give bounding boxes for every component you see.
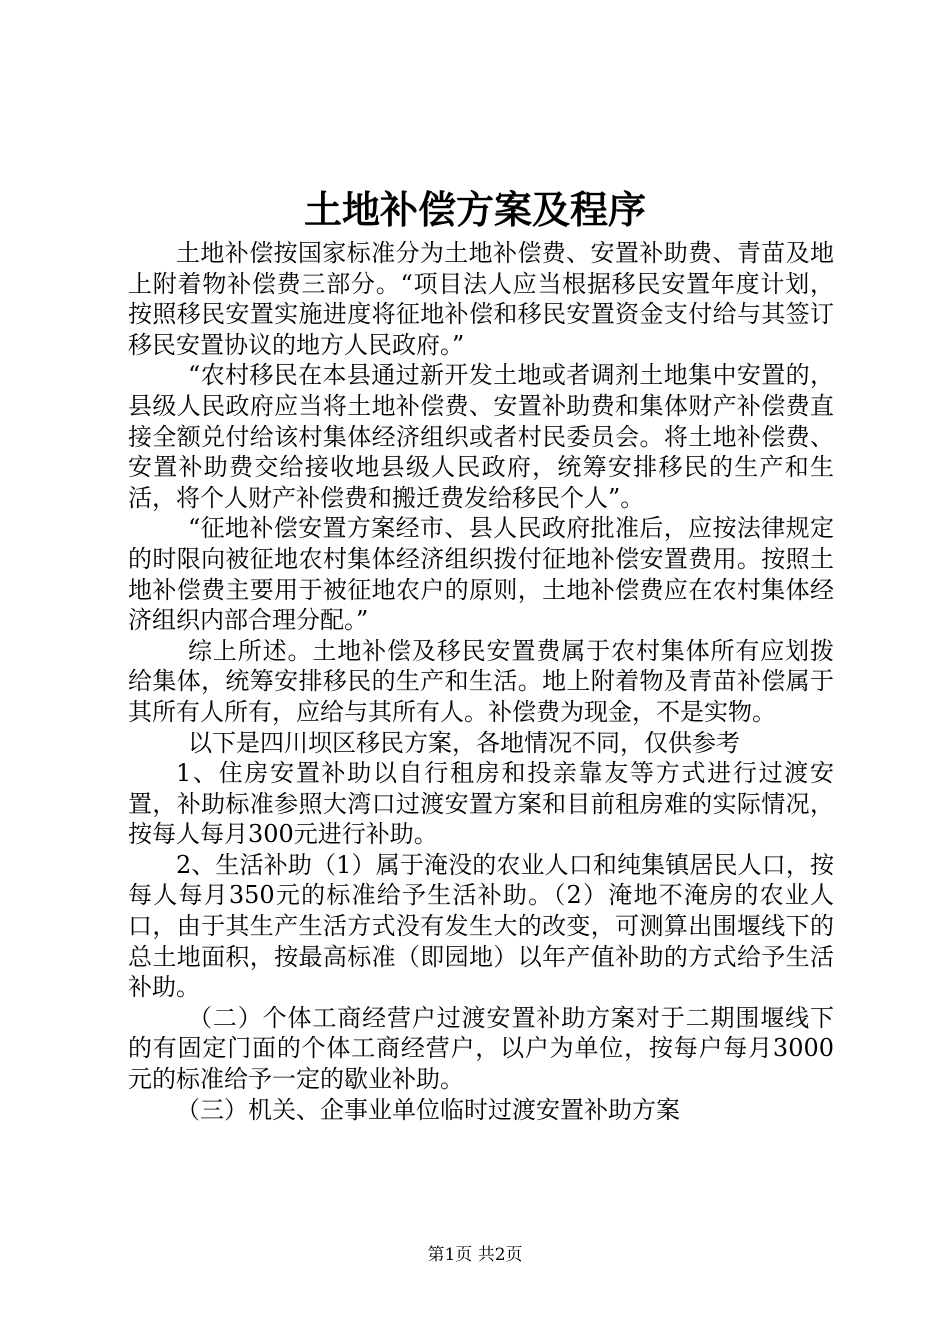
paragraph-9: （三）机关、企事业单位临时过渡安置补助方案 [176,1095,680,1124]
paragraph-6: 1、住房安置补助以自行租房和投亲靠友等方式进行过渡安置，补助标准参照大湾口过渡安置方案和目前租房难的实际情况，按每人每月300元进行补助。 [128,759,834,849]
paragraph-5: 以下是四川坝区移民方案，各地情况不同，仅供参考 [188,728,740,757]
document-body [128,238,834,1125]
paragraph-1: 土地补偿按国家标准分为土地补偿费、安置补助费、青苗及地上附着物补偿费三部分。“项目法人应当根据移民安置年度计划，按照移民安置实施进度将征地补偿和移民安置资金支付给与其签订移民安置协议的地方人民政府。” [128,239,834,359]
paragraph-4: 综上所述。土地补偿及移民安置费属于农村集体所有应划拨给集体，统筹安排移民的生产和生活。地上附着物及青苗补偿属于其所有人所有，应给与其所有人。补偿费为现金，不是实物。 [128,636,834,726]
paragraph-3: “征地补偿安置方案经市、县人民政府批准后，应按法律规定的时限向被征地农村集体经济组织拨付征地补偿安置费用。按照土地补偿费主要用于被征地农户的原则，土地补偿费应在农村集体经济组织内部合理分配。” [128,514,834,635]
paragraph-7: 2、生活补助（1）属于淹没的农业人口和纯集镇居民人口，按每人每月350元的标准给予生活补助。（2）淹地不淹房的农业人口，由于其生产生活方式没有发生大的改变，可测算出围堰线下的总土地面积，按最高标准（即园地）以年产值补助的方式给予生活补助。 [128,850,834,1002]
paragraph-2: “农村移民在本县通过新开发土地或者调剂土地集中安置的，县级人民政府应当将土地补偿费、安置补助费和集体财产补偿费直接全额兑付给该村集体经济组织或者村民委员会。将土地补偿费、安置补助费交给接收地县级人民政府，统筹安排移民的生产和生活，将个人财产补偿费和搬迁费发给移民个人”。 [128,361,834,512]
page-title: 土地补偿方案及程序 [303,187,646,232]
page-footer: 第1页 共2页 [427,1245,523,1265]
paragraph-8: （二）个体工商经营户过渡安置补助方案对于二期围堰线下的有固定门面的个体工商经营户，以户为单位，按每户每月3000元的标准给予一定的歇业补助。 [128,1003,834,1094]
